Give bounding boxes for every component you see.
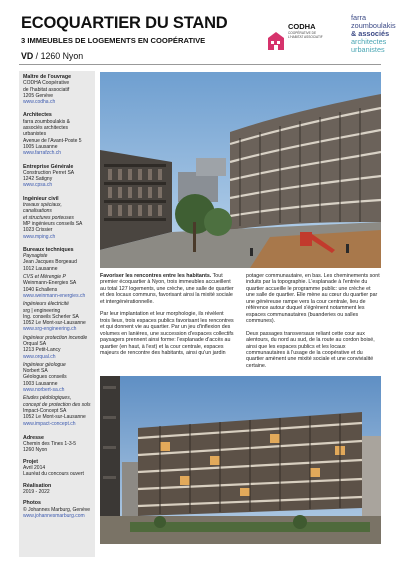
credit-link[interactable]: www.norbert-sa.ch [23,387,65,394]
body-paragraph [100,273,234,305]
credit-heading: Ingénieur civil [23,195,59,202]
credit-line: de l'habitat associatif [23,86,70,93]
location [21,51,83,61]
courtyard-photo [100,72,381,268]
credit-line: 1213 Petit-Lancy [23,347,61,354]
credits-bureaux [23,247,91,427]
credit-line: 1012 Lausanne [23,265,58,272]
credit-role: concept de protection des sols [23,401,91,408]
credit-line: Impact-Concept SA [23,407,67,414]
credits-sidebar [19,71,95,557]
credit-heading: Maître de l'ouvrage [23,74,72,80]
credit-link[interactable]: www.cpsa.ch [23,182,53,189]
body-column-2 [246,273,380,375]
credit-role: Paysagiste [23,253,48,260]
header-divider [19,64,381,65]
credit-role: CVS et Mérengie P [23,274,66,281]
credit-link[interactable]: www.mping.ch [23,233,56,240]
credits-ingenieur-civil [23,196,91,240]
body-paragraph: Deux passages transversaux reliant cette cour aux alentours, du nord au sud, de la route au cordon boisé, ainsi que les espaces publics et les locaux communautaires à l'usage de la coopérative et du quartier amènent une mixité sociale et une convivialité certaine. [246,330,375,369]
credit-line: Géologues conseils [23,374,67,381]
credit-heading: Entreprise Générale [23,163,74,170]
credit-line: Chemin des Tines 1-3-5 [23,441,77,448]
credit-link[interactable]: www.farrafzch.ch [23,150,62,157]
farra-line: farra [351,13,367,22]
credit-line: Jean Jacques Borgeaud [23,259,77,266]
credit-heading: Architectes [23,112,52,119]
credit-line: 1040 Echallens [23,286,58,293]
credits-maitre [23,74,91,105]
header [21,13,396,76]
farra-line: & associés [351,29,390,38]
credits-realisation [23,483,91,496]
credit-role: Ingénieur géologue [23,361,66,368]
lead-sentence: Favoriser les rencontres entre les habitants. [100,273,212,279]
codha-sub: COOPÉRATIVE DE L'HABITAT ASSOCIATIF [288,31,323,39]
credit-line: urbanistes [23,131,47,138]
codha-name: CODHA [288,22,316,31]
credit-line: Construction Perret SA [23,169,75,176]
credit-line: Lauréat du concours ouvert [23,471,84,478]
credit-role: Etudes pédologiques, [23,395,72,402]
credit-line: Ing. conseils Scherler SA [23,313,79,320]
credit-heading: Photos [23,500,41,507]
credit-link[interactable]: www.codha.ch [23,99,56,106]
credit-line: 1052 Le Mont-sur-Lausanne [23,320,86,327]
credit-line: 2019 - 2022 [23,488,50,495]
body-column-1 [100,273,234,362]
credit-link[interactable]: www.srg-engineering.ch [23,326,77,333]
body-paragraph: potager communautaire, en bas. Les cheminements sont induits par la topographie. L'esplanade à l'entrée du quartier accueille le programme public: une crèche et une salle de quartier. Elle mène au cœur du quartier par une généreuse rampe vers la cour centrale, lieu de référence autour duquel s'égrènent notamment les espaces communautaires (buanderies ou salles communes). [246,273,380,325]
body-paragraph: Par leur implantation et leur morphologie, ils révèlent trois lieux, trois espaces publics favorisant les rencontres et qui donnent vie au quartier. Par un jeu d'inflexion des volumes en lanières, une succession d'espaces collectifs paysagers prennent ainsi forme: l'esplanade d'accès au quartier (en haut, à l'est) et la cour centrale, espaces majeurs de rencontre des habitants, ainsi qu'un jardin [100,311,234,356]
credit-role: Ingénieurs électricité [23,301,69,308]
city: / 1260 Nyon [33,51,84,61]
credit-line: farra zoumboulakis & [23,118,70,125]
credit-heading: Réalisation [23,482,52,489]
paragraph-text: Tout premier écoquartier à Nyon, trois immeubles accueillent au total 127 logements, une crèche, une salle de quartier et des locaux communs, favorisant ainsi la mixité sociale et intergénérationnelle. [100,273,234,305]
credits-entreprise [23,164,91,189]
canton: VD [21,51,34,61]
page-title: ECOQUARTIER DU STAND [21,14,228,32]
credit-line: associés architectes [23,125,69,132]
credit-heading: Adresse [23,434,44,441]
credit-link[interactable]: www.johannesmarburg.com [23,512,85,519]
credit-role: travaux spéciaux, canalisations [23,202,62,215]
codha-logo [268,16,346,62]
credits-photos [23,500,91,519]
credit-link[interactable]: www.impact-concept.ch [23,420,76,427]
facade-photo [100,376,381,544]
credit-heading: Projet [23,458,39,465]
credit-line: 1023 Crissier [23,227,53,234]
credit-line: CODHA Coopérative [23,80,70,87]
credits-architectes [23,112,91,156]
credit-line: srg | engineering [23,307,61,314]
farra-line: architectes [351,37,387,46]
credit-line: Avril 2014 [23,465,46,472]
credit-line: 1260 Nyon [23,447,48,454]
courtyard-photo-image [100,72,381,268]
codha-mark-icon [266,30,286,52]
credit-role: et structures porteuses [23,214,74,221]
credit-role: Ingénieur protection incendie [23,334,88,341]
credit-line: Avenue de l'Avant-Poste 5 [23,137,82,144]
credit-line: Orqual SA [23,340,47,347]
credit-line: 1242 Satigny [23,176,53,183]
credits-projet [23,459,91,478]
credit-line: 1205 Genève [23,92,54,99]
farra-line: urbanistes [351,45,385,54]
credit-link[interactable]: www.weinmann-energies.ch [23,292,86,299]
credit-line: 1003 Lausanne [23,380,58,387]
credit-line: Weinmann-Energies SA [23,280,77,287]
credits-adresse [23,435,91,454]
farra-logo [351,14,400,54]
credit-heading: Bureaux techniques [23,246,74,253]
credit-line: Norbert SA [23,368,48,375]
credit-line: 1052 Le Mont-sur-Lausanne [23,414,86,421]
credit-line: MP ingénieurs conseils SA [23,220,83,227]
farra-line: zoumboulakis [351,21,396,30]
facade-photo-image [100,376,381,544]
credit-line: 1005 Lausanne [23,143,58,150]
credit-line: © Johannes Marburg, Genève [23,506,91,513]
page-subtitle: 3 IMMEUBLES DE LOGEMENTS EN COOPÉRATIVE [21,36,206,45]
credit-link[interactable]: www.orqual.ch [23,353,56,360]
